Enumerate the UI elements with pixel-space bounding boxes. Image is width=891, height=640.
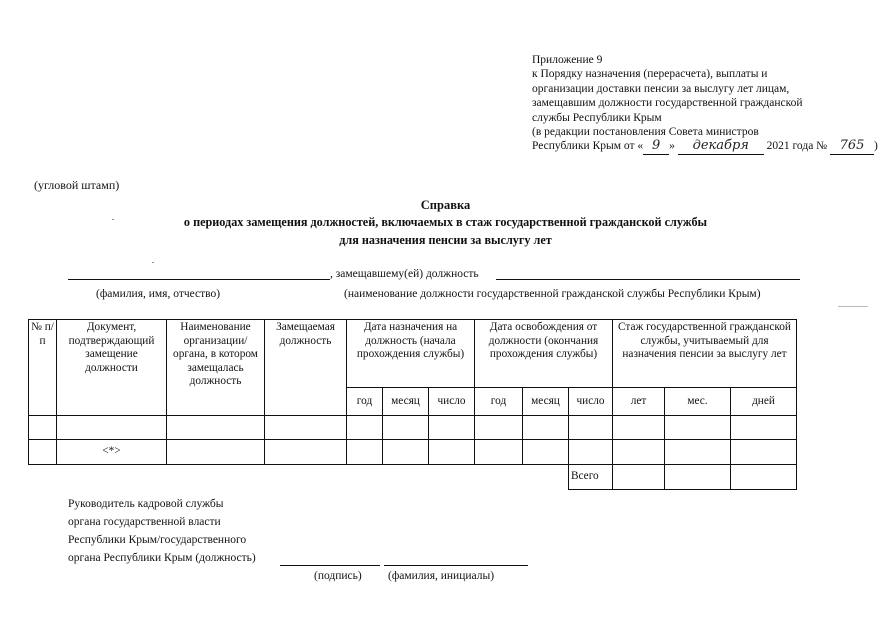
appendix-line: замещавшим должности государственной гражданской [532,97,803,110]
table-cell[interactable] [569,416,613,440]
scan-speck [838,306,868,307]
table-cell[interactable] [57,416,167,440]
appendix-date-line [532,139,878,154]
total-row [29,465,797,490]
scan-speck [152,262,154,263]
initials-caption: (фамилия, инициалы) [388,570,495,582]
appendix-header [532,53,878,155]
corner-stamp-label: (угловой штамп) [34,178,120,192]
table-cell[interactable] [383,416,429,440]
table-cell[interactable] [167,440,265,465]
table-cell[interactable] [731,416,797,440]
appendix-line: (в редакции постановления Совета министров [532,126,759,139]
table-cell[interactable] [29,440,57,465]
signature-caption: (подпись) [314,570,362,582]
subheader-day: число [429,388,475,416]
table-cell[interactable] [569,440,613,465]
subheader-year: год [475,388,523,416]
subheader-days: дней [731,388,797,416]
handwritten-day: 9 [643,139,669,154]
table-cell[interactable] [665,440,731,465]
subheader-months: мес. [665,388,731,416]
table-cell[interactable] [523,440,569,465]
total-years-cell[interactable] [613,465,665,490]
header-organization: Наименование организации/ органа, в котором замещалась должность [167,320,265,416]
appendix-line: службы Республики Крым [532,111,662,124]
appendix-suffix: ) [874,140,878,153]
footnote-mark: <*> [57,440,167,465]
table-cell[interactable] [613,440,665,465]
signature-line: Республики Крым/государственного [68,534,247,546]
table-cell[interactable] [383,440,429,465]
table-cell[interactable] [613,416,665,440]
table-cell[interactable] [665,416,731,440]
table-cell[interactable] [347,416,383,440]
header-start-date: Дата назначения на должность (начала прохождения службы) [347,320,475,388]
table-cell[interactable] [167,416,265,440]
initials-blank[interactable] [384,565,528,566]
position-blank[interactable] [496,279,800,280]
service-periods-table [28,319,797,490]
table-row [29,440,797,465]
signature-line: Руководитель кадровой службы [68,498,224,510]
total-months-cell[interactable] [665,465,731,490]
appendix-date-mid: » [669,140,675,153]
total-days-cell[interactable] [731,465,797,490]
header-num: № п/п [29,320,57,416]
document-subtitle-2: для назначения пенсии за выслугу лет [339,233,552,247]
appendix-date-prefix: Республики Крым от « [532,140,644,153]
header-position: Замещаемая должность [265,320,347,416]
table-cell[interactable] [29,416,57,440]
fullname-caption: (фамилия, имя, отчество) [96,288,221,300]
scan-speck [112,219,114,220]
table-cell[interactable] [523,416,569,440]
total-spacer [29,465,569,490]
signature-line: органа государственной власти [68,516,221,528]
table-cell[interactable] [475,416,523,440]
fullname-blank[interactable] [68,279,330,280]
subheader-year: год [347,388,383,416]
document-subtitle: о периодах замещения должностей, включаемых в стаж государственной гражданской службы [183,215,708,229]
table-cell[interactable] [429,440,475,465]
signature-line: органа Республики Крым (должность) [68,552,256,564]
table-cell[interactable] [347,440,383,465]
header-end-date: Дата освобождения от должности (окончания прохождения службы) [475,320,613,388]
subheader-month: месяц [523,388,569,416]
handwritten-number: 765 [830,139,874,154]
table-cell[interactable] [265,440,347,465]
appendix-line: организации доставки пенсии за выслугу лет лицам, [532,82,790,95]
table-cell[interactable] [475,440,523,465]
header-experience: Стаж государственной гражданской службы, учитываемый для назначения пенсии за выслугу лет [613,320,797,388]
appendix-line: Приложение 9 [532,54,603,66]
appendix-year: 2021 года № [766,140,828,153]
subheader-years: лет [613,388,665,416]
appendix-line: к Порядку назначения (перерасчета), выплаты и [532,68,768,81]
table-cell[interactable] [265,416,347,440]
table-cell[interactable] [731,440,797,465]
total-label: Всего [569,465,613,490]
document-title: Справка [420,198,471,212]
handwritten-month: декабря [678,139,764,154]
signature-blank[interactable] [280,565,380,566]
table-row [29,416,797,440]
table-cell[interactable] [429,416,475,440]
fill-line-text: , замещавшему(ей) должность [330,268,479,280]
subheader-day: число [569,388,613,416]
position-caption: (наименование должности государственной гражданской службы Республики Крым) [344,288,761,300]
header-document: Документ, подтверждающий замещение должности [57,320,167,416]
subheader-month: месяц [383,388,429,416]
